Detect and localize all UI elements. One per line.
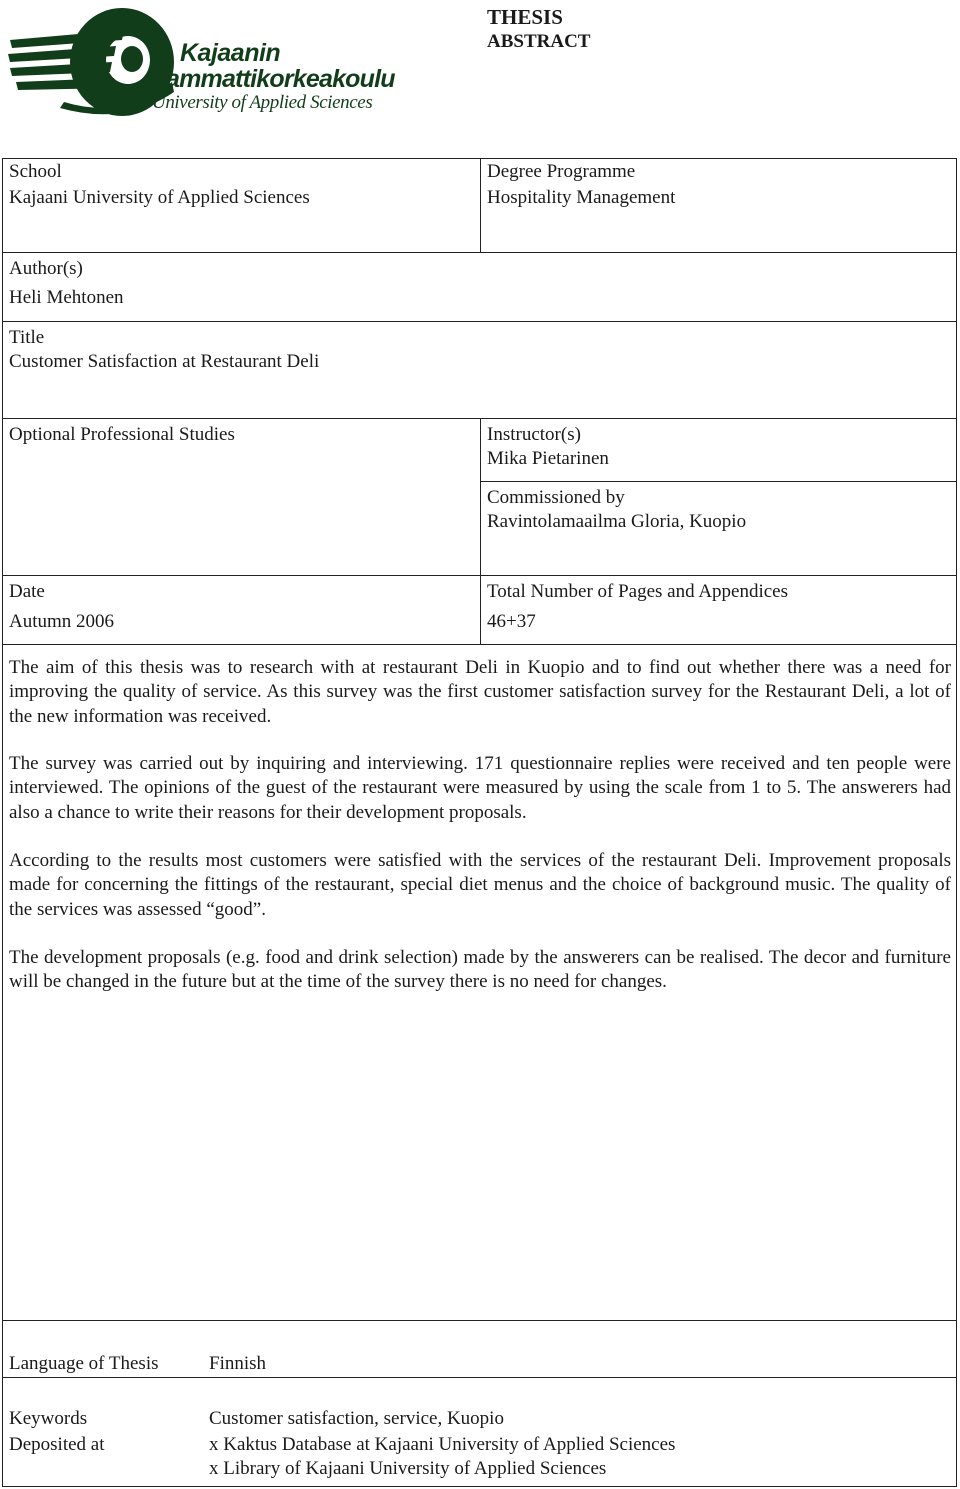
school-label: School bbox=[9, 161, 62, 182]
grid-line bbox=[2, 1320, 957, 1321]
title-label: Title bbox=[9, 327, 45, 348]
deposited-label: Deposited at bbox=[9, 1434, 105, 1455]
degree-programme-value: Hospitality Management bbox=[487, 187, 676, 208]
pages-value: 46+37 bbox=[487, 611, 536, 632]
deposited-line-2: x Library of Kajaani University of Applied Sciences bbox=[209, 1458, 607, 1479]
instructor-value: Mika Pietarinen bbox=[487, 448, 609, 469]
abstract-paragraph-3: According to the results most customers were satisfied with the services of the restaurant Deli. Improvement proposals made for concerning the fittings of the restaurant, special diet menus and the choice of background music. The quality of the services was assessed “good”. bbox=[9, 850, 951, 920]
title-value: Customer Satisfaction at Restaurant Deli bbox=[9, 351, 320, 372]
grid-line bbox=[2, 321, 957, 322]
logo-text-line1: Kajaanin bbox=[180, 39, 281, 67]
keywords-label: Keywords bbox=[9, 1408, 88, 1429]
keywords-value: Customer satisfaction, service, Kuopio bbox=[209, 1408, 504, 1429]
deposited-line-1: x Kaktus Database at Kajaani University of Applied Sciences bbox=[209, 1434, 676, 1455]
degree-programme-label: Degree Programme bbox=[487, 161, 636, 182]
instructor-label: Instructor(s) bbox=[487, 424, 581, 445]
language-label: Language of Thesis bbox=[9, 1353, 159, 1374]
grid-line bbox=[480, 158, 481, 252]
grid-line bbox=[2, 158, 3, 1487]
document-subtitle: ABSTRACT bbox=[487, 31, 591, 52]
logo-text-line3: University of Applied Sciences bbox=[152, 92, 373, 113]
grid-line bbox=[480, 418, 481, 644]
grid-line bbox=[2, 1486, 957, 1487]
abstract-paragraph-1: The aim of this thesis was to research with at restaurant Deli in Kuopio and to find out whether there was a need for improving the quality of service. As this survey was the first customer satisfaction survey for the Restaurant Deli, a lot of the new information was received. bbox=[9, 657, 951, 727]
commissioned-value: Ravintolamaailma Gloria, Kuopio bbox=[487, 511, 747, 532]
university-logo bbox=[4, 2, 400, 120]
abstract-paragraph-4: The development proposals (e.g. food and drink selection) made by the answerers can be realised. The decor and furniture will be changed in the future but at the time of the survey there is no need for changes. bbox=[9, 947, 951, 993]
commissioned-label: Commissioned by bbox=[487, 487, 625, 508]
date-label: Date bbox=[9, 581, 45, 602]
grid-line bbox=[2, 252, 957, 253]
grid-line bbox=[956, 158, 957, 1487]
author-value: Heli Mehtonen bbox=[9, 287, 124, 308]
grid-line bbox=[480, 481, 957, 482]
author-label: Author(s) bbox=[9, 258, 83, 279]
date-value: Autumn 2006 bbox=[9, 611, 115, 632]
grid-line bbox=[2, 644, 957, 645]
grid-line bbox=[2, 1377, 957, 1378]
logo-text-line2: ammattikorkeakoulu bbox=[166, 65, 395, 93]
optional-studies-label: Optional Professional Studies bbox=[9, 424, 235, 445]
language-value: Finnish bbox=[209, 1353, 267, 1374]
pages-label: Total Number of Pages and Appendices bbox=[487, 581, 789, 602]
abstract-paragraph-2: The survey was carried out by inquiring and interviewing. 171 questionnaire replies were received and ten people were interviewed. The opinions of the guest of the restaurant were measured by using the scale from 1 to 5. The answerers had also a chance to write their reasons for their development proposals. bbox=[9, 753, 951, 823]
document-title: THESIS bbox=[487, 5, 563, 29]
school-value: Kajaani University of Applied Sciences bbox=[9, 187, 310, 208]
